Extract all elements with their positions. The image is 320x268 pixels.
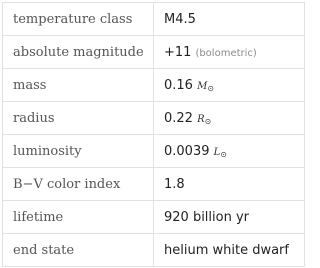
solar-radius-unit-letter: R — [197, 113, 205, 125]
bolometric-note: (bolometric) — [195, 47, 257, 59]
solar-luminosity-unit-letter: L — [213, 146, 221, 158]
table-row — [3, 234, 305, 267]
row-label-radius: radius — [3, 102, 154, 135]
solar-luminosity-unit — [214, 147, 227, 158]
row-value-absolute-magnitude — [154, 36, 305, 69]
solar-radius-unit — [197, 114, 211, 125]
row-value-temperature-class: M4.5 — [154, 3, 305, 36]
row-label-bv-color-index: B−V color index — [3, 168, 154, 201]
row-value-bv-color-index: 1.8 — [154, 168, 305, 201]
solar-mass-unit — [197, 81, 214, 92]
row-value-end-state: helium white dwarf — [154, 234, 305, 267]
table-row — [3, 102, 305, 135]
radius-value: 0.22 — [164, 110, 193, 126]
row-label-absolute-magnitude: absolute magnitude — [3, 36, 154, 69]
row-value-luminosity — [154, 135, 305, 168]
row-value-mass — [154, 69, 305, 102]
row-value-lifetime: 920 billion yr — [154, 201, 305, 234]
table-row — [3, 168, 305, 201]
properties-table — [2, 2, 305, 267]
table-row — [3, 69, 305, 102]
row-label-temperature-class: temperature class — [3, 3, 154, 36]
luminosity-value: 0.0039 — [164, 143, 210, 159]
sun-symbol: ⊙ — [220, 149, 227, 159]
table-row — [3, 135, 305, 168]
table-row — [3, 36, 305, 69]
row-label-lifetime: lifetime — [3, 201, 154, 234]
sun-symbol: ⊙ — [204, 116, 212, 126]
row-label-end-state: end state — [3, 234, 154, 267]
row-value-radius — [154, 102, 305, 135]
table-row — [3, 3, 305, 36]
table-row — [3, 201, 305, 234]
absolute-magnitude-value: +11 — [164, 44, 192, 60]
solar-mass-unit-letter: M — [197, 80, 208, 92]
mass-value: 0.16 — [164, 77, 193, 93]
sun-symbol: ⊙ — [207, 83, 215, 93]
row-label-mass: mass — [3, 69, 154, 102]
row-label-luminosity: luminosity — [3, 135, 154, 168]
